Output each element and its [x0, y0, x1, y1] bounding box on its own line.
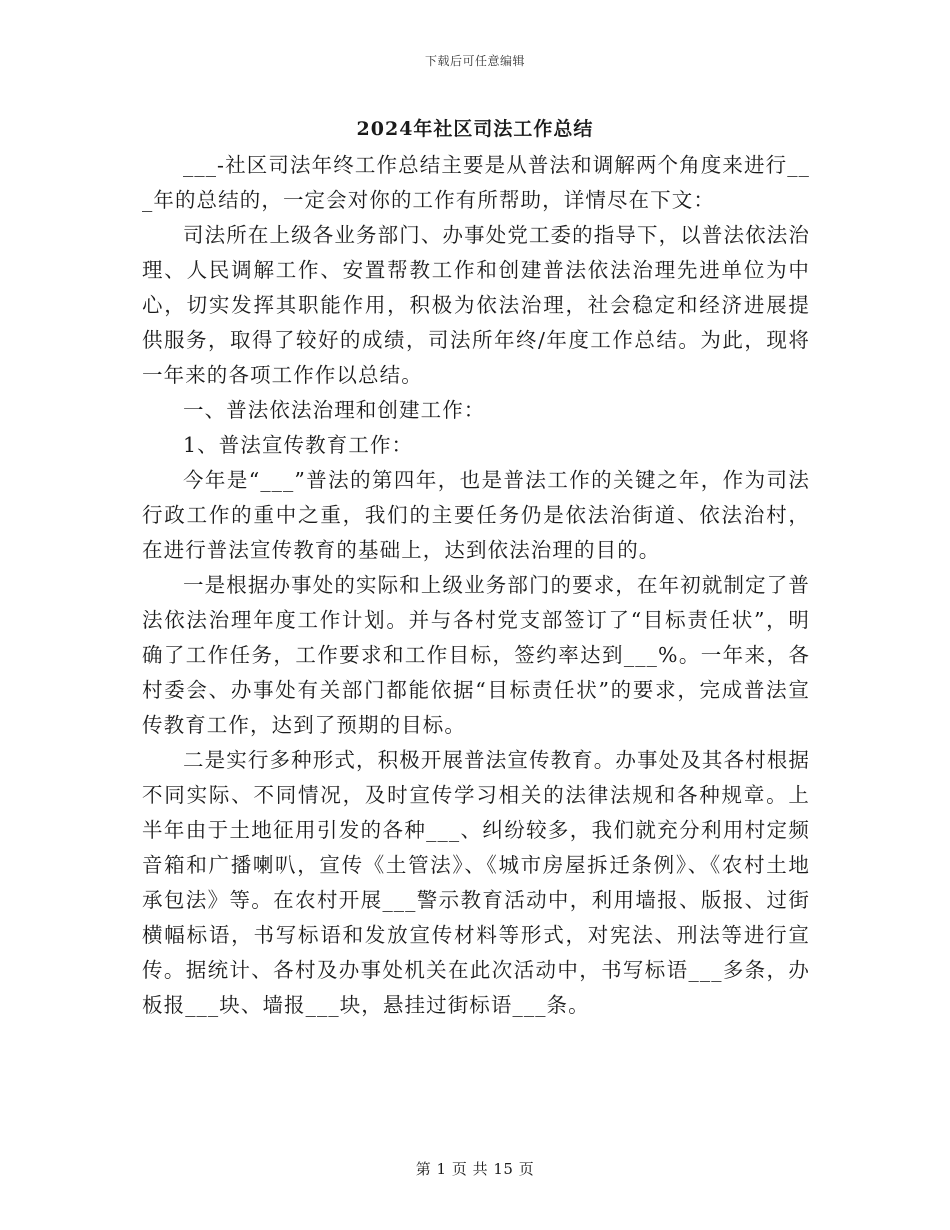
section-heading-1: 一、普法依法治理和创建工作：: [183, 398, 486, 422]
page-header-note: 下载后可任意编辑: [424, 54, 525, 68]
page-number-footer: 第 1 页 共 15 页: [415, 1160, 535, 1178]
paragraph-intro: ___-社区司法年终工作总结主要是从普法和调解两个角度来进行___年的总结的，一定会对你的工作有所帮助，详情尽在下文：: [142, 153, 810, 212]
paragraph-point-two: 二是实行多种形式，积极开展普法宣传教育。办事处及其各村根据不同实际、不同情况，及时宣传学习相关的法律法规和各种规章。上半年由于土地征用引发的各种___、纠纷较多，我们就充分利用村定频音箱和广播喇叭，宣传《土管法》、《城市房屋拆迁条例》、《农村土地承包法》等。在农村开展___警示教育活动中，利用墙报、版报、过街横幅标语，书写标语和发放宣传材料等形式，对宪法、刑法等进行宣传。据统计、各村及办事处机关在此次活动中，书写标语___多条，办板报___块、墙报___块，悬挂过街标语___条。: [142, 748, 810, 1017]
paragraph-point-one: 一是根据办事处的实际和上级业务部门的要求，在年初就制定了普法依法治理年度工作计划。并与各村党支部签订了“目标责任状”，明确了工作任务，工作要求和工作目标，签约率达到___%。一年来，各村委会、办事处有关部门都能依据“目标责任状”的要求，完成普法宣传教育工作，达到了预期的目标。: [142, 573, 810, 737]
paragraph-fourth-year: 今年是“___”普法的第四年，也是普法工作的关键之年，作为司法行政工作的重中之重，我们的主要任务仍是依法治街道、依法治村，在进行普法宣传教育的基础上，达到依法治理的目的。: [142, 468, 810, 562]
document-body: [142, 148, 810, 1023]
document-title: 2024年社区司法工作总结: [356, 118, 594, 140]
subsection-heading-1-1: 1、普法宣传教育工作：: [183, 433, 414, 457]
paragraph-overview: 司法所在上级各业务部门、办事处党工委的指导下，以普法依法治理、人民调解工作、安置帮教工作和创建普法依法治理先进单位为中心，切实发挥其职能作用，积极为依法治理，社会稳定和经济进展提供服务，取得了较好的成绩，司法所年终/年度工作总结。为此，现将一年来的各项工作作以总结。: [142, 223, 810, 387]
